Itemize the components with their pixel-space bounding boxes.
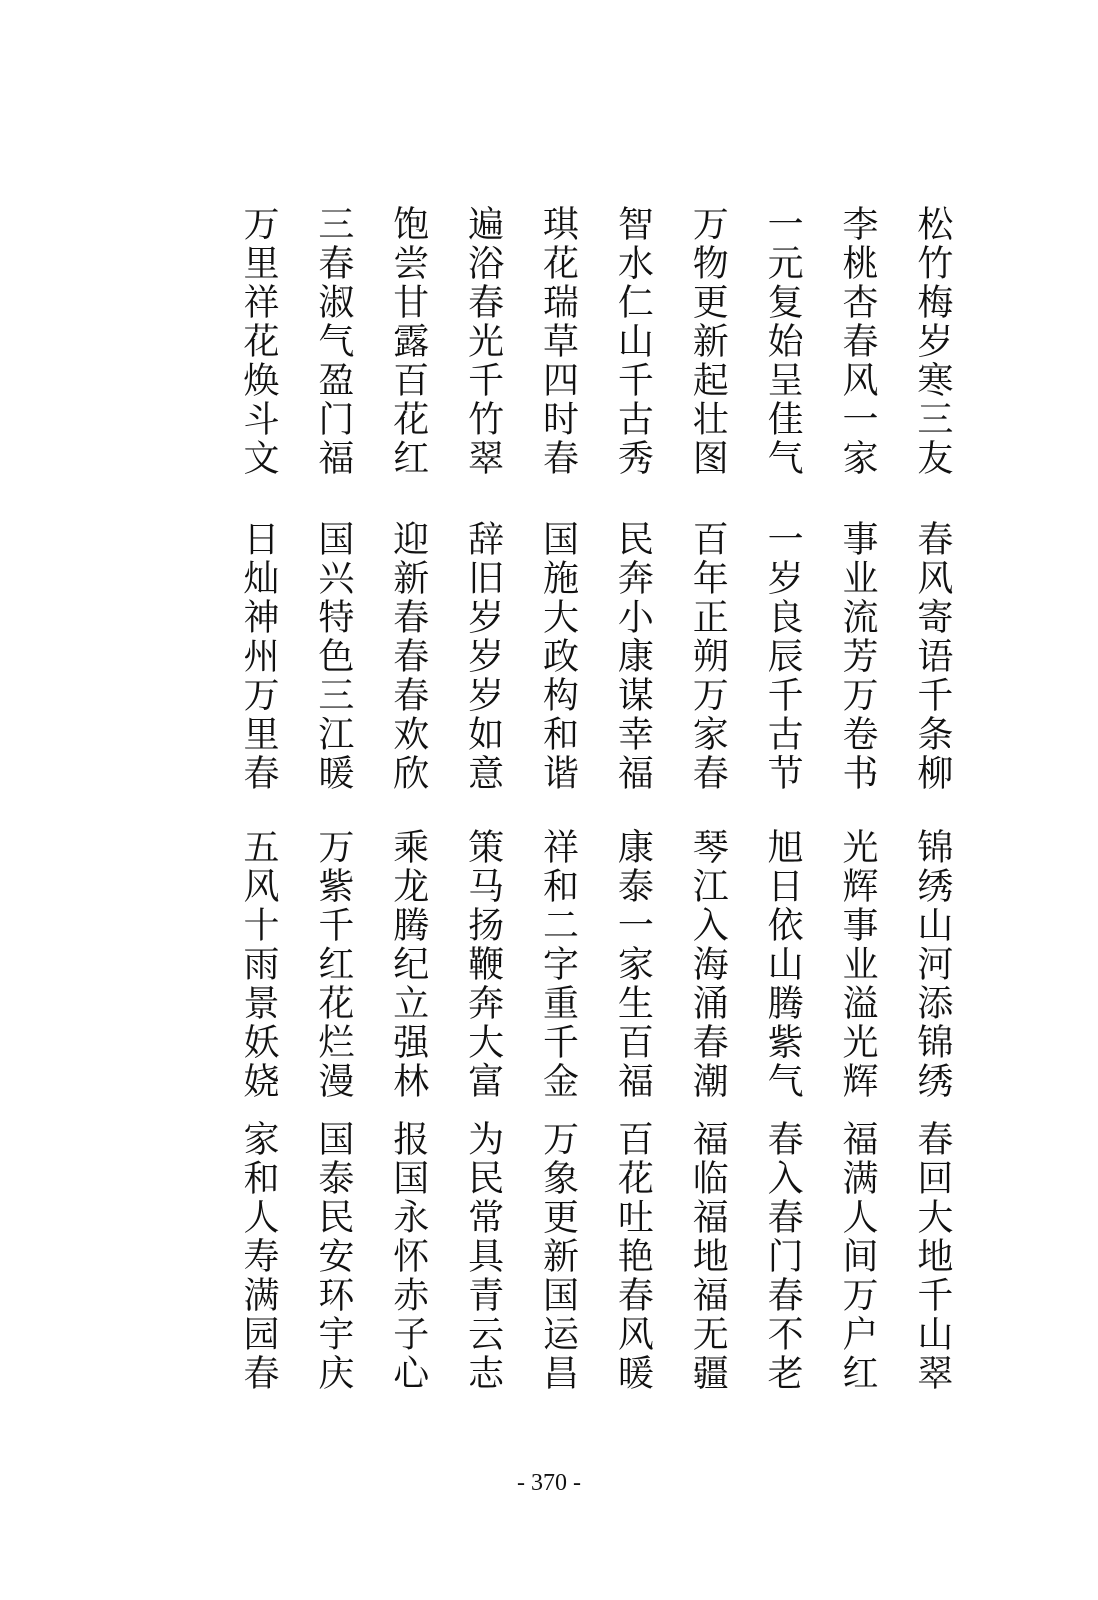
couplet-column: 国泰民安环宇庆 <box>312 1120 354 1393</box>
couplet-column: 李桃杏春风一家 <box>837 205 878 478</box>
page-number: - 370 - <box>517 1470 581 1496</box>
couplet-column: 万象更新国运昌 <box>537 1120 579 1393</box>
couplet-column: 康泰一家生百福 <box>612 828 654 1101</box>
couplet-column: 春回大地千山翠 <box>911 1120 953 1393</box>
couplet-column: 饱尝甘露百花红 <box>387 205 429 478</box>
couplet-column: 旭日依山腾紫气 <box>762 828 804 1101</box>
couplet-block-4 <box>230 1120 953 1393</box>
couplet-column: 国兴特色三江暖 <box>312 520 354 793</box>
couplet-column: 春风寄语千条柳 <box>911 520 953 793</box>
couplet-column: 三春淑气盈门福 <box>312 205 354 478</box>
couplet-column: 遍浴春光千竹翠 <box>462 205 504 478</box>
couplet-block-1 <box>230 205 953 478</box>
couplet-column: 万里祥花焕斗文 <box>238 205 279 478</box>
couplet-column: 百年正朔万家春 <box>687 520 729 793</box>
couplet-column: 万紫千红花烂漫 <box>312 828 354 1101</box>
couplet-column: 松竹梅岁寒三友 <box>911 205 953 478</box>
couplet-column: 为民常具青云志 <box>462 1120 504 1393</box>
couplet-block-3 <box>230 828 953 1101</box>
couplet-column: 锦绣山河添锦绣 <box>911 828 953 1101</box>
couplet-column: 家和人寿满园春 <box>238 1120 279 1393</box>
couplet-column: 一元复始呈佳气 <box>762 205 804 478</box>
couplet-column: 民奔小康谋幸福 <box>612 520 654 793</box>
couplet-column: 国施大政构和谐 <box>537 520 579 793</box>
couplet-column: 五风十雨景妖娆 <box>238 828 279 1101</box>
couplet-column: 智水仁山千古秀 <box>612 205 654 478</box>
couplet-column: 辞旧岁岁岁如意 <box>462 520 504 793</box>
couplet-column: 乘龙腾纪立强林 <box>387 828 429 1101</box>
couplet-column: 福满人间万户红 <box>837 1120 878 1393</box>
couplet-column: 春入春门春不老 <box>762 1120 804 1393</box>
couplet-block-2 <box>230 520 953 793</box>
couplet-column: 报国永怀赤子心 <box>387 1120 429 1393</box>
couplet-column: 琴江入海涌春潮 <box>687 828 729 1101</box>
couplet-column: 迎新春春春欢欣 <box>387 520 429 793</box>
couplet-column: 光辉事业溢光辉 <box>837 828 878 1101</box>
couplet-column: 琪花瑞草四时春 <box>537 205 579 478</box>
couplet-column: 一岁良辰千古节 <box>762 520 804 793</box>
couplet-column: 策马扬鞭奔大富 <box>462 828 504 1101</box>
couplet-column: 百花吐艳春风暖 <box>612 1120 654 1393</box>
couplet-column: 日灿神州万里春 <box>238 520 279 793</box>
couplet-column: 祥和二字重千金 <box>537 828 579 1101</box>
couplet-column: 福临福地福无疆 <box>687 1120 729 1393</box>
couplet-column: 万物更新起壮图 <box>687 205 729 478</box>
couplet-column: 事业流芳万卷书 <box>837 520 878 793</box>
